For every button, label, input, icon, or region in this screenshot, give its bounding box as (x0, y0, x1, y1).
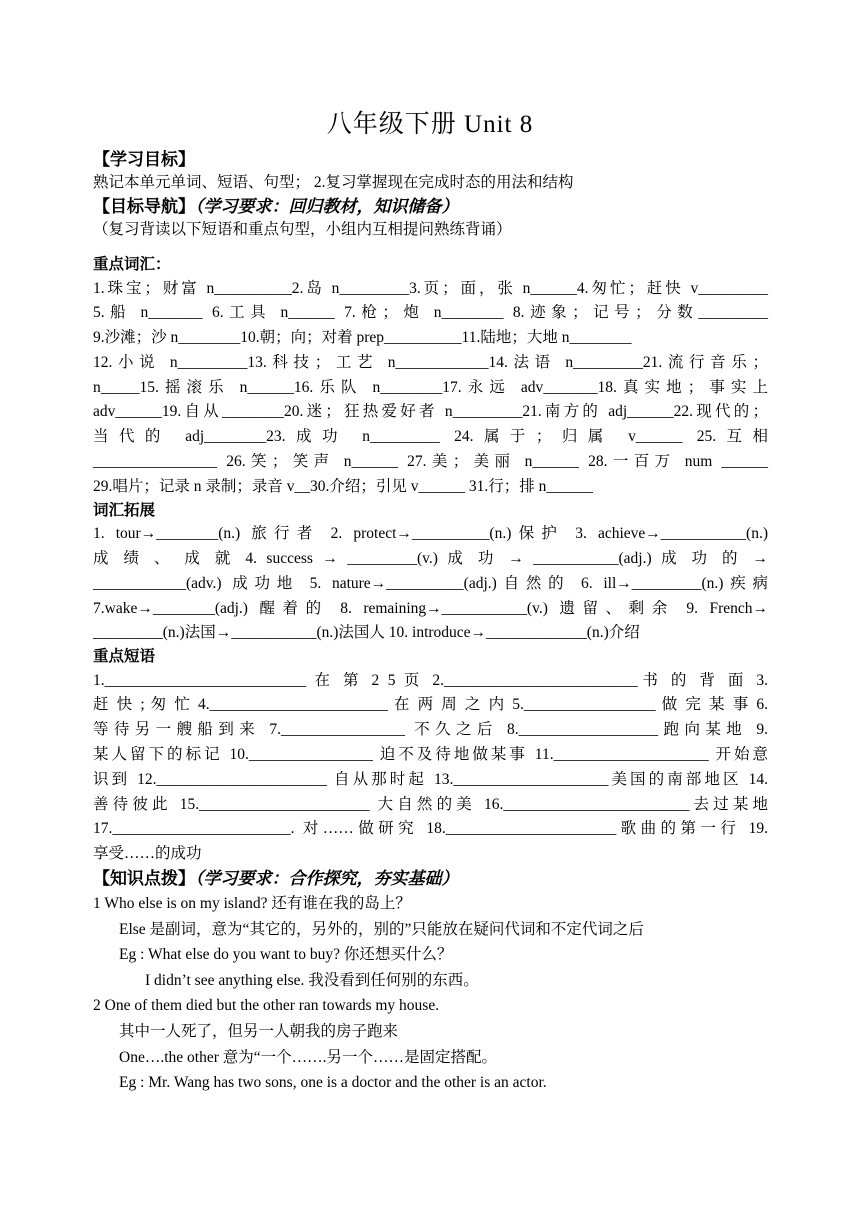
vocab-line: 12.小说 n_________13.科技；工艺 n____________14.法语 n_________21.流行音乐； (93, 353, 768, 371)
expansion-line: ____________(adv.) 成功地 5. nature→__________(adj.)自然的 6. ill→_________(n.)疾病 (93, 574, 768, 592)
vocab-list (93, 277, 768, 500)
vocab-line: 29.唱片；记录 n 录制；录音 v__30.介绍；引见 v______ 31.行；排 n______ (93, 477, 593, 495)
expansion-line: 7.wake→________(adj.) 醒着的 8. remaining→___________(v.) 遗留、剩余 9. French→ (93, 599, 768, 617)
point-line: Eg : Mr. Wang has two sons, one is a doctor and the other is an actor. (119, 1074, 547, 1092)
expansion-line: _________(n.)法国→___________(n.)法国人 10. introduce→_____________(n.)介绍 (93, 624, 640, 642)
point-question: 1 Who else is on my island? 还有谁在我的岛上？ (93, 895, 411, 913)
point-line: 其中一人死了，但另一人朝我的房子跑来 (119, 1023, 399, 1040)
vocab-line: n_____15.摇滚乐 n______16.乐队 n________17.永远 adv_______18.真实地；事实上 (93, 378, 768, 396)
phrase-line: 善待彼此 15.______________________ 大自然的美 16.________________________去过某地 (93, 795, 768, 813)
phrases-list (93, 669, 768, 867)
phrases-heading: 重点短语 (93, 648, 156, 666)
guide-heading (93, 195, 768, 219)
vocab-line: 9.沙滩；沙 n________10.朝；向；对着 prep__________11.陆地；大地 n________ (93, 329, 632, 347)
knowledge-heading (93, 867, 768, 891)
point-line: Else 是副词，意为“其它的，另外的，别的”只能放在疑问代词和不定代词之后 (119, 920, 644, 938)
knowledge-point (93, 891, 768, 993)
point-question: 2 One of them died but the other ran towards my house. (93, 997, 440, 1015)
phrase-line: 识到 12.______________________ 自从那时起 13.____________________美国的南部地区 14. (93, 770, 768, 788)
guide-requirement: （学习要求：回归教材，知识储备） (195, 196, 459, 216)
expansion-line: 1. tour→________(n.) 旅行者 2. protect→__________(n.)保护 3. achieve→___________(n.) (93, 525, 768, 543)
vocab-line: ________________ 26.笑；笑声 n______ 27.美；美丽 n______ 28.一百万 num ______ (93, 453, 768, 471)
phrase-line: 等待另一艘船到来 7.________________ 不久之后 8.__________________跑向某地 9. (93, 721, 768, 739)
vocab-line: 当代的 adj________23.成功 n_________ 24.属于；归属 v______ 25.互相 (93, 428, 768, 446)
goals-heading: 【学习目标】 (93, 150, 195, 169)
expansion-list (93, 522, 768, 646)
phrase-line: 某人留下的标记 10.________________ 迫不及待地做某事 11.____________________ 开始意 (93, 746, 768, 764)
point-line: I didn’t see anything else. 我没看到任何别的东西。 (145, 971, 479, 989)
phrase-line: 享受……的成功 (93, 845, 202, 863)
knowledge-requirement: （学习要求：合作探究，夯实基础） (195, 869, 459, 889)
worksheet-content (93, 148, 768, 1096)
goals-text: 熟记本单元单词、短语、句型； 2.复习掌握现在完成时态的用法和结构 (93, 174, 574, 191)
phrase-line: 1.__________________________ 在 第 2 5 页 2._________________________书 的 背 面 3. (93, 671, 768, 689)
phrase-line: 赶 快 ; 匆 忙 4._______________________ 在 两 周 之 内 5._________________ 做 完 某 事 6. (93, 696, 768, 714)
spacer (93, 241, 768, 254)
vocab-line: 5.船 n_______ 6.工具 n______ 7.枪；炮 n________ 8.迹象；记号；分数_________ (93, 304, 768, 322)
knowledge-heading-label: 【知识点拨】 (93, 869, 195, 889)
page-title: 八年级下册 Unit 8 (326, 111, 534, 138)
expansion-heading: 词汇拓展 (93, 501, 156, 519)
point-line: Eg : What else do you want to buy? 你还想买什么？ (119, 946, 453, 964)
guide-heading-label: 【目标导航】 (93, 196, 195, 216)
knowledge-point (93, 993, 768, 1095)
phrase-line: 17._______________________. 对……做研究 18.______________________歌曲的第一行 19. (93, 820, 768, 838)
vocab-line: adv______19.自从________20.迷；狂热爱好者 n_________21.南方的 adj______22.现代的； (93, 403, 768, 421)
expansion-line: 成 绩 、 成 就 4. success → _________(v.) 成 功 → ___________(adj.) 成 功 的 → (93, 549, 768, 567)
guide-note: （复习背读以下短语和重点句型，小组内互相提问熟练背诵） (93, 220, 512, 238)
vocab-line: 1.珠宝；财富 n__________2.岛 n_________3.页；面，张 n______4.匆忙；赶快 v_________ (93, 279, 768, 297)
vocab-heading: 重点词汇： (93, 256, 171, 273)
point-line: One….the other 意为“一个…….另一个……是固定搭配。 (119, 1048, 497, 1066)
